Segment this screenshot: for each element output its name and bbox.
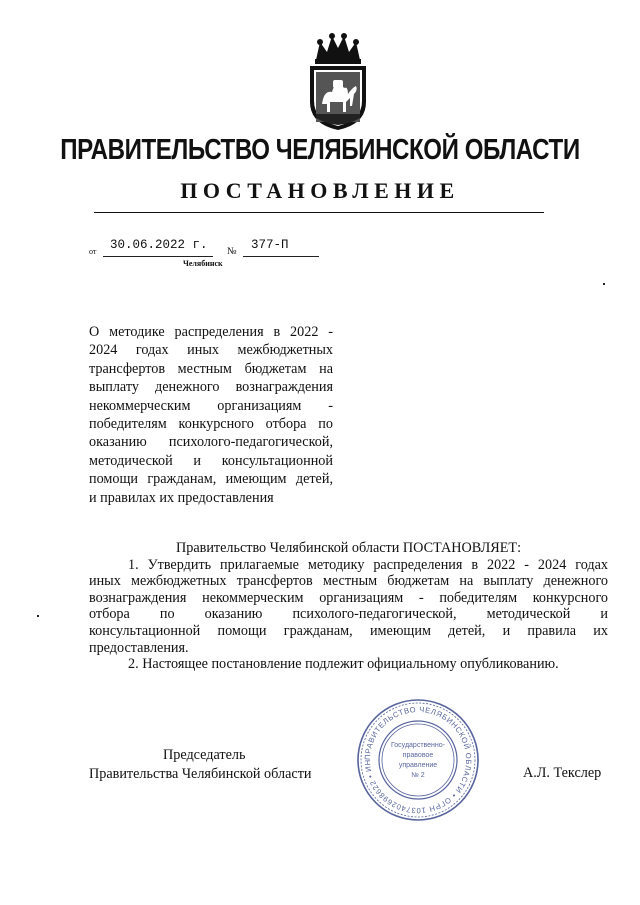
item-1-line: вознаграждения некоммерческим организациям - победителям конкурсного: [89, 589, 608, 606]
subject-line: некоммерческим организациям -: [89, 397, 333, 414]
document-subject: [89, 323, 333, 507]
item-1: [89, 557, 608, 657]
subject-line: трансфертов местным бюджетам на: [89, 360, 333, 377]
subject-line: оказанию психолого-педагогической,: [89, 434, 333, 451]
subject-line: 2024 годах иных межбюджетных: [89, 342, 333, 359]
seal-ring-text: ПРАВИТЕЛЬСТВО ЧЕЛЯБИНСКОЙ ОБЛАСТИ • ОГРН 1037402698622 • ИН: [362, 704, 474, 816]
subject-line: выплату денежного вознаграждения: [89, 379, 333, 396]
subject-line: О методике распределения в 2022 -: [89, 324, 333, 340]
signatory-role-line: Правительства Челябинской области: [89, 766, 312, 782]
number-label: №: [227, 246, 237, 257]
scan-speck: [37, 615, 39, 617]
item-2: 2. Настоящее постановление подлежит официальному опубликованию.: [128, 656, 559, 673]
document-body: [89, 540, 608, 673]
seal-center-line: управление: [398, 762, 438, 769]
seal-center-line: № 2: [411, 772, 425, 779]
subject-line: и правилах их предоставления: [89, 489, 274, 506]
date-value: 30.06.2022 г.: [110, 238, 208, 252]
document-type-title: ПОСТАНОВЛЕНИЕ: [180, 178, 460, 203]
seal-center-line: Государственно-: [390, 742, 446, 749]
header-divider: [94, 212, 544, 213]
city-name: Челябинск: [183, 259, 223, 268]
number-value: 377-П: [251, 238, 289, 252]
item-1-line: отбора по оказанию психолого-педагогической, методической и: [89, 606, 608, 623]
government-title: ПРАВИТЕЛЬСТВО ЧЕЛЯБИНСКОЙ ОБЛАСТИ: [60, 134, 580, 166]
scan-speck: [603, 283, 605, 285]
item-1-line: предоставления.: [89, 639, 189, 656]
number-underline: [243, 256, 319, 257]
signatory-role: [89, 746, 311, 784]
preamble: Правительство Челябинской области ПОСТАНОВЛЯЕТ:: [175, 540, 522, 556]
seal-center-line: правовое: [402, 752, 434, 759]
official-seal-stamp: [355, 697, 481, 823]
item-1-line: консультационной помощи гражданам, имеющим детей, и правила их: [89, 622, 608, 639]
subject-line: победителям конкурсного отбора по: [89, 416, 333, 433]
date-label: от: [89, 247, 97, 256]
coat-of-arms-emblem: [300, 32, 376, 132]
signatory-name: А.Л. Текслер: [523, 765, 602, 781]
subject-line: помощи гражданам, имеющим детей,: [89, 471, 333, 488]
item-1-line: иных межбюджетных трансфертов местным бюджетам на выплату денежного: [89, 573, 608, 590]
item-1-line: 1. Утвердить прилагаемые методику распределения в 2022 - 2024 годах: [128, 556, 608, 573]
date-underline: [103, 256, 213, 257]
subject-line: методической и консультационной: [89, 452, 333, 469]
signatory-role-line: Председатель: [163, 747, 246, 763]
